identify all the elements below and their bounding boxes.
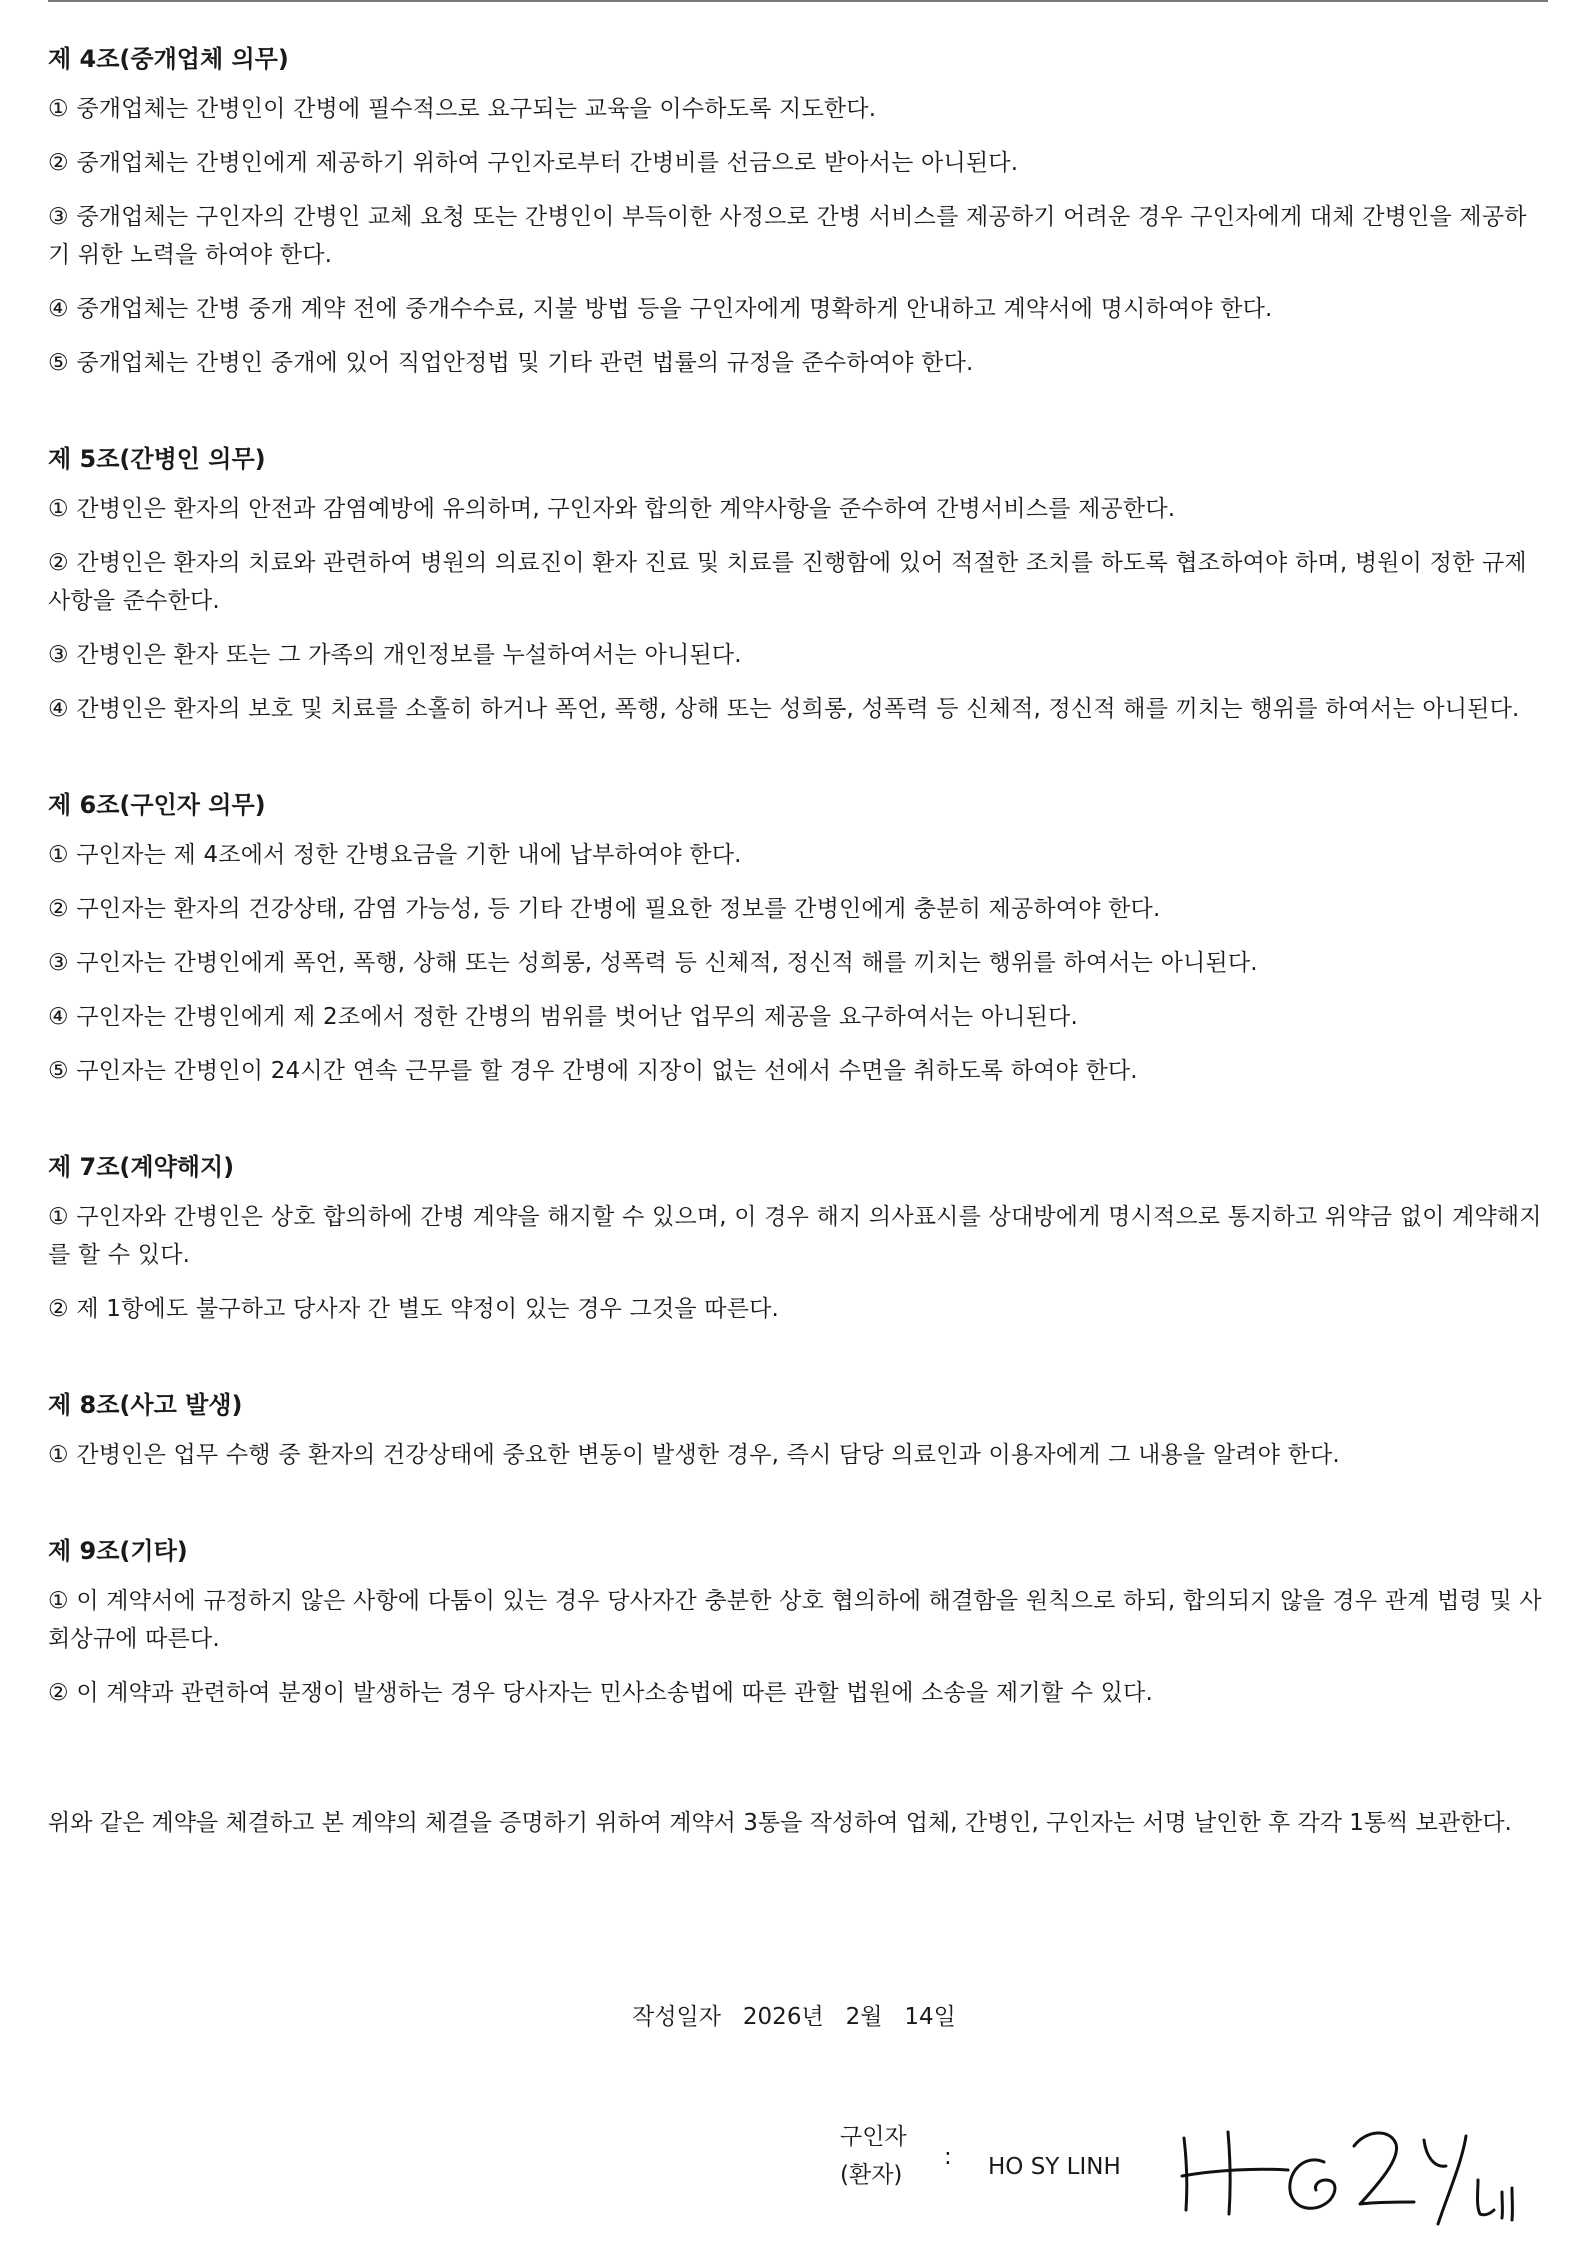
- clause: ⑤ 구인자는 간병인이 24시간 연속 근무를 할 경우 간병에 지장이 없는 선에서 수면을 취하도록 하여야 한다.: [48, 1058, 1138, 1084]
- clause: ② 간병인은 환자의 치료와 관련하여 병원의 의료진이 환자 진료 및 치료를 진행함에 있어 적절한 조치를 하도록 협조하여야 하며, 병원이 정한 규제사항을 준수한다.: [48, 550, 1527, 614]
- clause: ① 간병인은 업무 수행 중 환자의 건강상태에 중요한 변동이 발생한 경우, 즉시 담당 의료인과 이용자에게 그 내용을 알려야 한다.: [48, 1442, 1340, 1468]
- clause: ① 중개업체는 간병인이 간병에 필수적으로 요구되는 교육을 이수하도록 지도한다.: [48, 96, 877, 122]
- written-date: 작성일자 2026년 2월 14일: [632, 2004, 956, 2030]
- article-8: [48, 1388, 1548, 1474]
- clause: ① 간병인은 환자의 안전과 감염예방에 유의하며, 구인자와 합의한 계약사항을 준수하여 간병서비스를 제공한다.: [48, 496, 1176, 522]
- clause: ② 이 계약과 관련하여 분쟁이 발생하는 경우 당사자는 민사소송법에 따른 관할 법원에 소송을 제기할 수 있다.: [48, 1680, 1153, 1706]
- clause: ② 구인자는 환자의 건강상태, 감염 가능성, 등 기타 간병에 필요한 정보를 간병인에게 충분히 제공하여야 한다.: [48, 896, 1161, 922]
- top-rule: [48, 0, 1548, 2]
- article-7: [48, 1150, 1548, 1328]
- clause: ① 구인자와 간병인은 상호 합의하에 간병 계약을 해지할 수 있으며, 이 경우 해지 의사표시를 상대방에게 명시적으로 통지하고 위약금 없이 계약해지를 할 수 있다.: [48, 1204, 1542, 1268]
- article-title: 제 7조(계약해지): [48, 1153, 235, 1181]
- clause: ⑤ 중개업체는 간병인 중개에 있어 직업안정법 및 기타 관련 법률의 규정을 준수하여야 한다.: [48, 350, 974, 376]
- clause: ② 제 1항에도 불구하고 당사자 간 별도 약정이 있는 경우 그것을 따른다.: [48, 1296, 780, 1322]
- handwritten-signature: [1176, 2110, 1516, 2230]
- clause: ③ 구인자는 간병인에게 폭언, 폭행, 상해 또는 성희롱, 성폭력 등 신체적, 정신적 해를 끼치는 행위를 하여서는 아니된다.: [48, 950, 1258, 976]
- clause: ③ 간병인은 환자 또는 그 가족의 개인정보를 누설하여서는 아니된다.: [48, 642, 742, 668]
- clause: ① 이 계약서에 규정하지 않은 사항에 다툼이 있는 경우 당사자간 충분한 상호 협의하에 해결함을 원칙으로 하되, 합의되지 않을 경우 관계 법령 및 사회상규에 따른다.: [48, 1588, 1542, 1652]
- signatory-role-sub: (환자): [840, 2162, 903, 2188]
- signatory-label: [840, 2118, 907, 2194]
- contract-body: [48, 42, 1548, 1842]
- article-title: 제 6조(구인자 의무): [48, 791, 266, 819]
- article-title: 제 8조(사고 발생): [48, 1391, 243, 1419]
- article-5: [48, 442, 1548, 728]
- clause: ④ 중개업체는 간병 중개 계약 전에 중개수수료, 지불 방법 등을 구인자에게 명확하게 안내하고 계약서에 명시하여야 한다.: [48, 296, 1273, 322]
- signatory-name: HO SY LINH: [988, 2154, 1121, 2180]
- article-title: 제 5조(간병인 의무): [48, 445, 266, 473]
- signature-block: [840, 2110, 1560, 2230]
- article-6: [48, 788, 1548, 1090]
- article-4: [48, 42, 1548, 382]
- clause: ① 구인자는 제 4조에서 정한 간병요금을 기한 내에 납부하여야 한다.: [48, 842, 742, 868]
- article-title: 제 9조(기타): [48, 1537, 188, 1565]
- clause: ④ 구인자는 간병인에게 제 2조에서 정한 간병의 범위를 벗어난 업무의 제공을 요구하여서는 아니된다.: [48, 1004, 1079, 1030]
- clause: ③ 중개업체는 구인자의 간병인 교체 요청 또는 간병인이 부득이한 사정으로 간병 서비스를 제공하기 어려운 경우 구인자에게 대체 간병인을 제공하기 위한 노력을 하여야 한다.: [48, 204, 1527, 268]
- closing-statement: 위와 같은 계약을 체결하고 본 계약의 체결을 증명하기 위하여 계약서 3통을 작성하여 업체, 간병인, 구인자는 서명 날인한 후 각각 1통씩 보관한다.: [48, 1810, 1512, 1836]
- signatory-colon: :: [944, 2144, 952, 2170]
- clause: ② 중개업체는 간병인에게 제공하기 위하여 구인자로부터 간병비를 선금으로 받아서는 아니된다.: [48, 150, 1019, 176]
- clause: ④ 간병인은 환자의 보호 및 치료를 소홀히 하거나 폭언, 폭행, 상해 또는 성희롱, 성폭력 등 신체적, 정신적 해를 끼치는 행위를 하여서는 아니된다.: [48, 696, 1520, 722]
- article-title: 제 4조(중개업체 의무): [48, 45, 289, 73]
- signatory-role: 구인자: [840, 2124, 907, 2150]
- article-9: [48, 1534, 1548, 1712]
